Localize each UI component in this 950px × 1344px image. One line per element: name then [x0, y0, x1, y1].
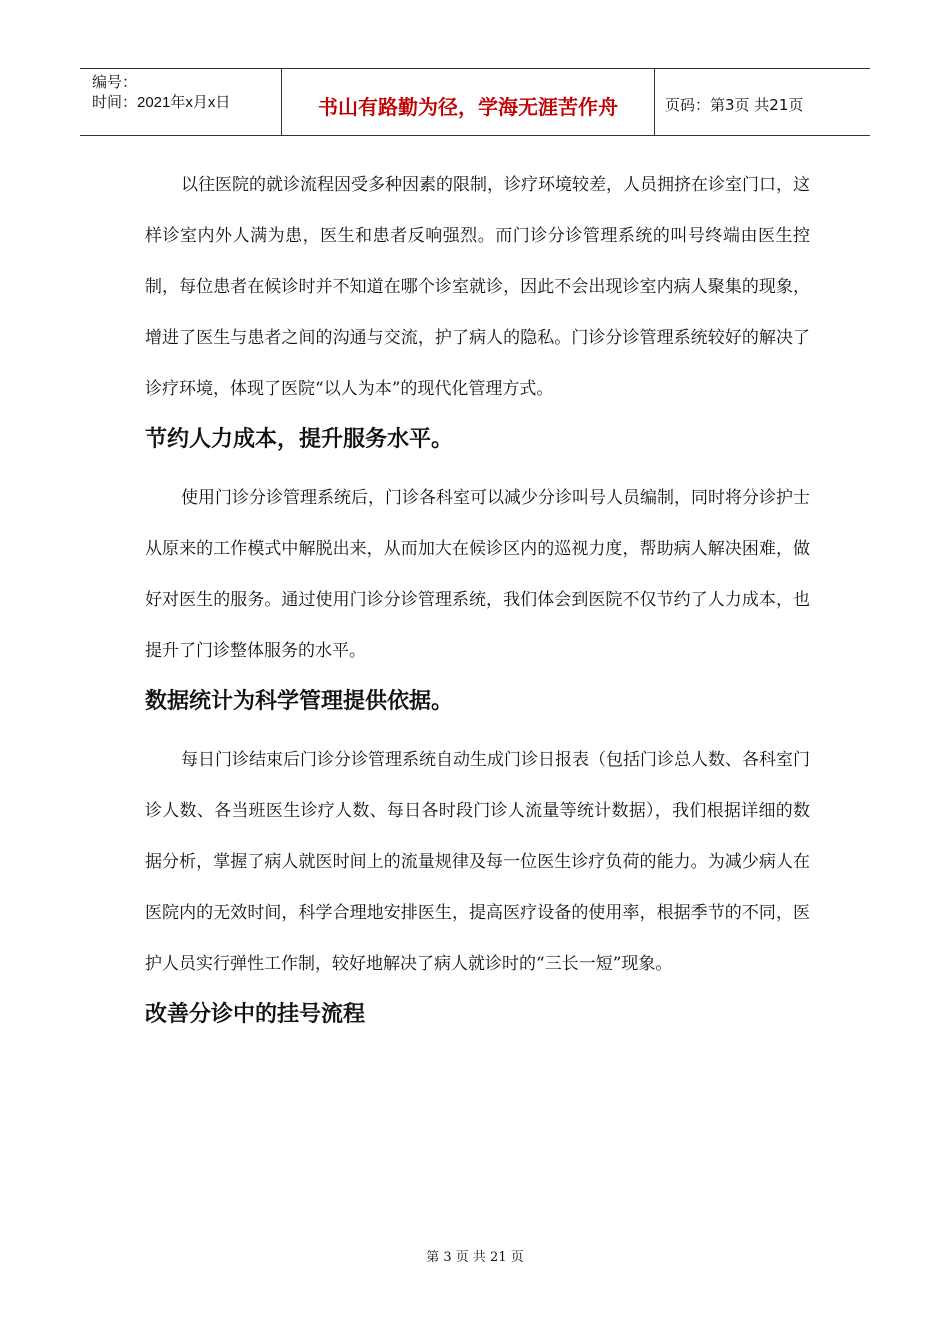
document-number-label: 编号：: [92, 74, 138, 91]
header-motto: 书山有路勤为径，学海无涯苦作舟: [281, 69, 655, 135]
document-body: [145, 160, 810, 1048]
document-date-label: 时间：2021年x月x日: [92, 94, 231, 111]
header-meta-cell: [80, 69, 281, 135]
page-footer: 第 3 页 共 21 页: [426, 1250, 524, 1265]
section-heading: 数据统计为科学管理提供依据。: [145, 689, 454, 714]
section-heading: 节约人力成本，提升服务水平。: [145, 427, 454, 452]
body-paragraph: 以往医院的就诊流程因受多种因素的限制，诊疗环境较差，人员拥挤在诊室门口，这样诊室内外人满为患，医生和患者反响强烈。而门诊分诊管理系统的叫号终端由医生控制，每位患者在候诊时并不知道在哪个诊室就诊，因此不会出现诊室内病人聚集的现象，增进了医生与患者之间的沟通与交流，护了病人的隐私。门诊分诊管理系统较好的解决了诊疗环境，体现了医院“以人为本”的现代化管理方式。: [145, 175, 810, 399]
section-heading: 改善分诊中的挂号流程: [145, 1002, 366, 1027]
body-paragraph: 每日门诊结束后门诊分诊管理系统自动生成门诊日报表（包括门诊总人数、各科室门诊人数、各当班医生诊疗人数、每日各时段门诊人流量等统计数据），我们根据详细的数据分析，掌握了病人就医时间上的流量规律及每一位医生诊疗负荷的能力。为减少病人在医院内的无效时间，科学合理地安排医生，提高医疗设备的使用率，根据季节的不同，医护人员实行弹性工作制，较好地解决了病人就诊时的“三长一短”现象。: [145, 750, 810, 974]
header-page-indicator: 页码：第3页 共21页: [665, 95, 804, 114]
document-header-table: [80, 68, 870, 136]
body-paragraph: 使用门诊分诊管理系统后，门诊各科室可以减少分诊叫号人员编制，同时将分诊护士从原来的工作模式中解脱出来，从而加大在候诊区内的巡视力度，帮助病人解决困难，做好对医生的服务。通过使用门诊分诊管理系统，我们体会到医院不仅节约了人力成本，也提升了门诊整体服务的水平。: [145, 488, 810, 661]
